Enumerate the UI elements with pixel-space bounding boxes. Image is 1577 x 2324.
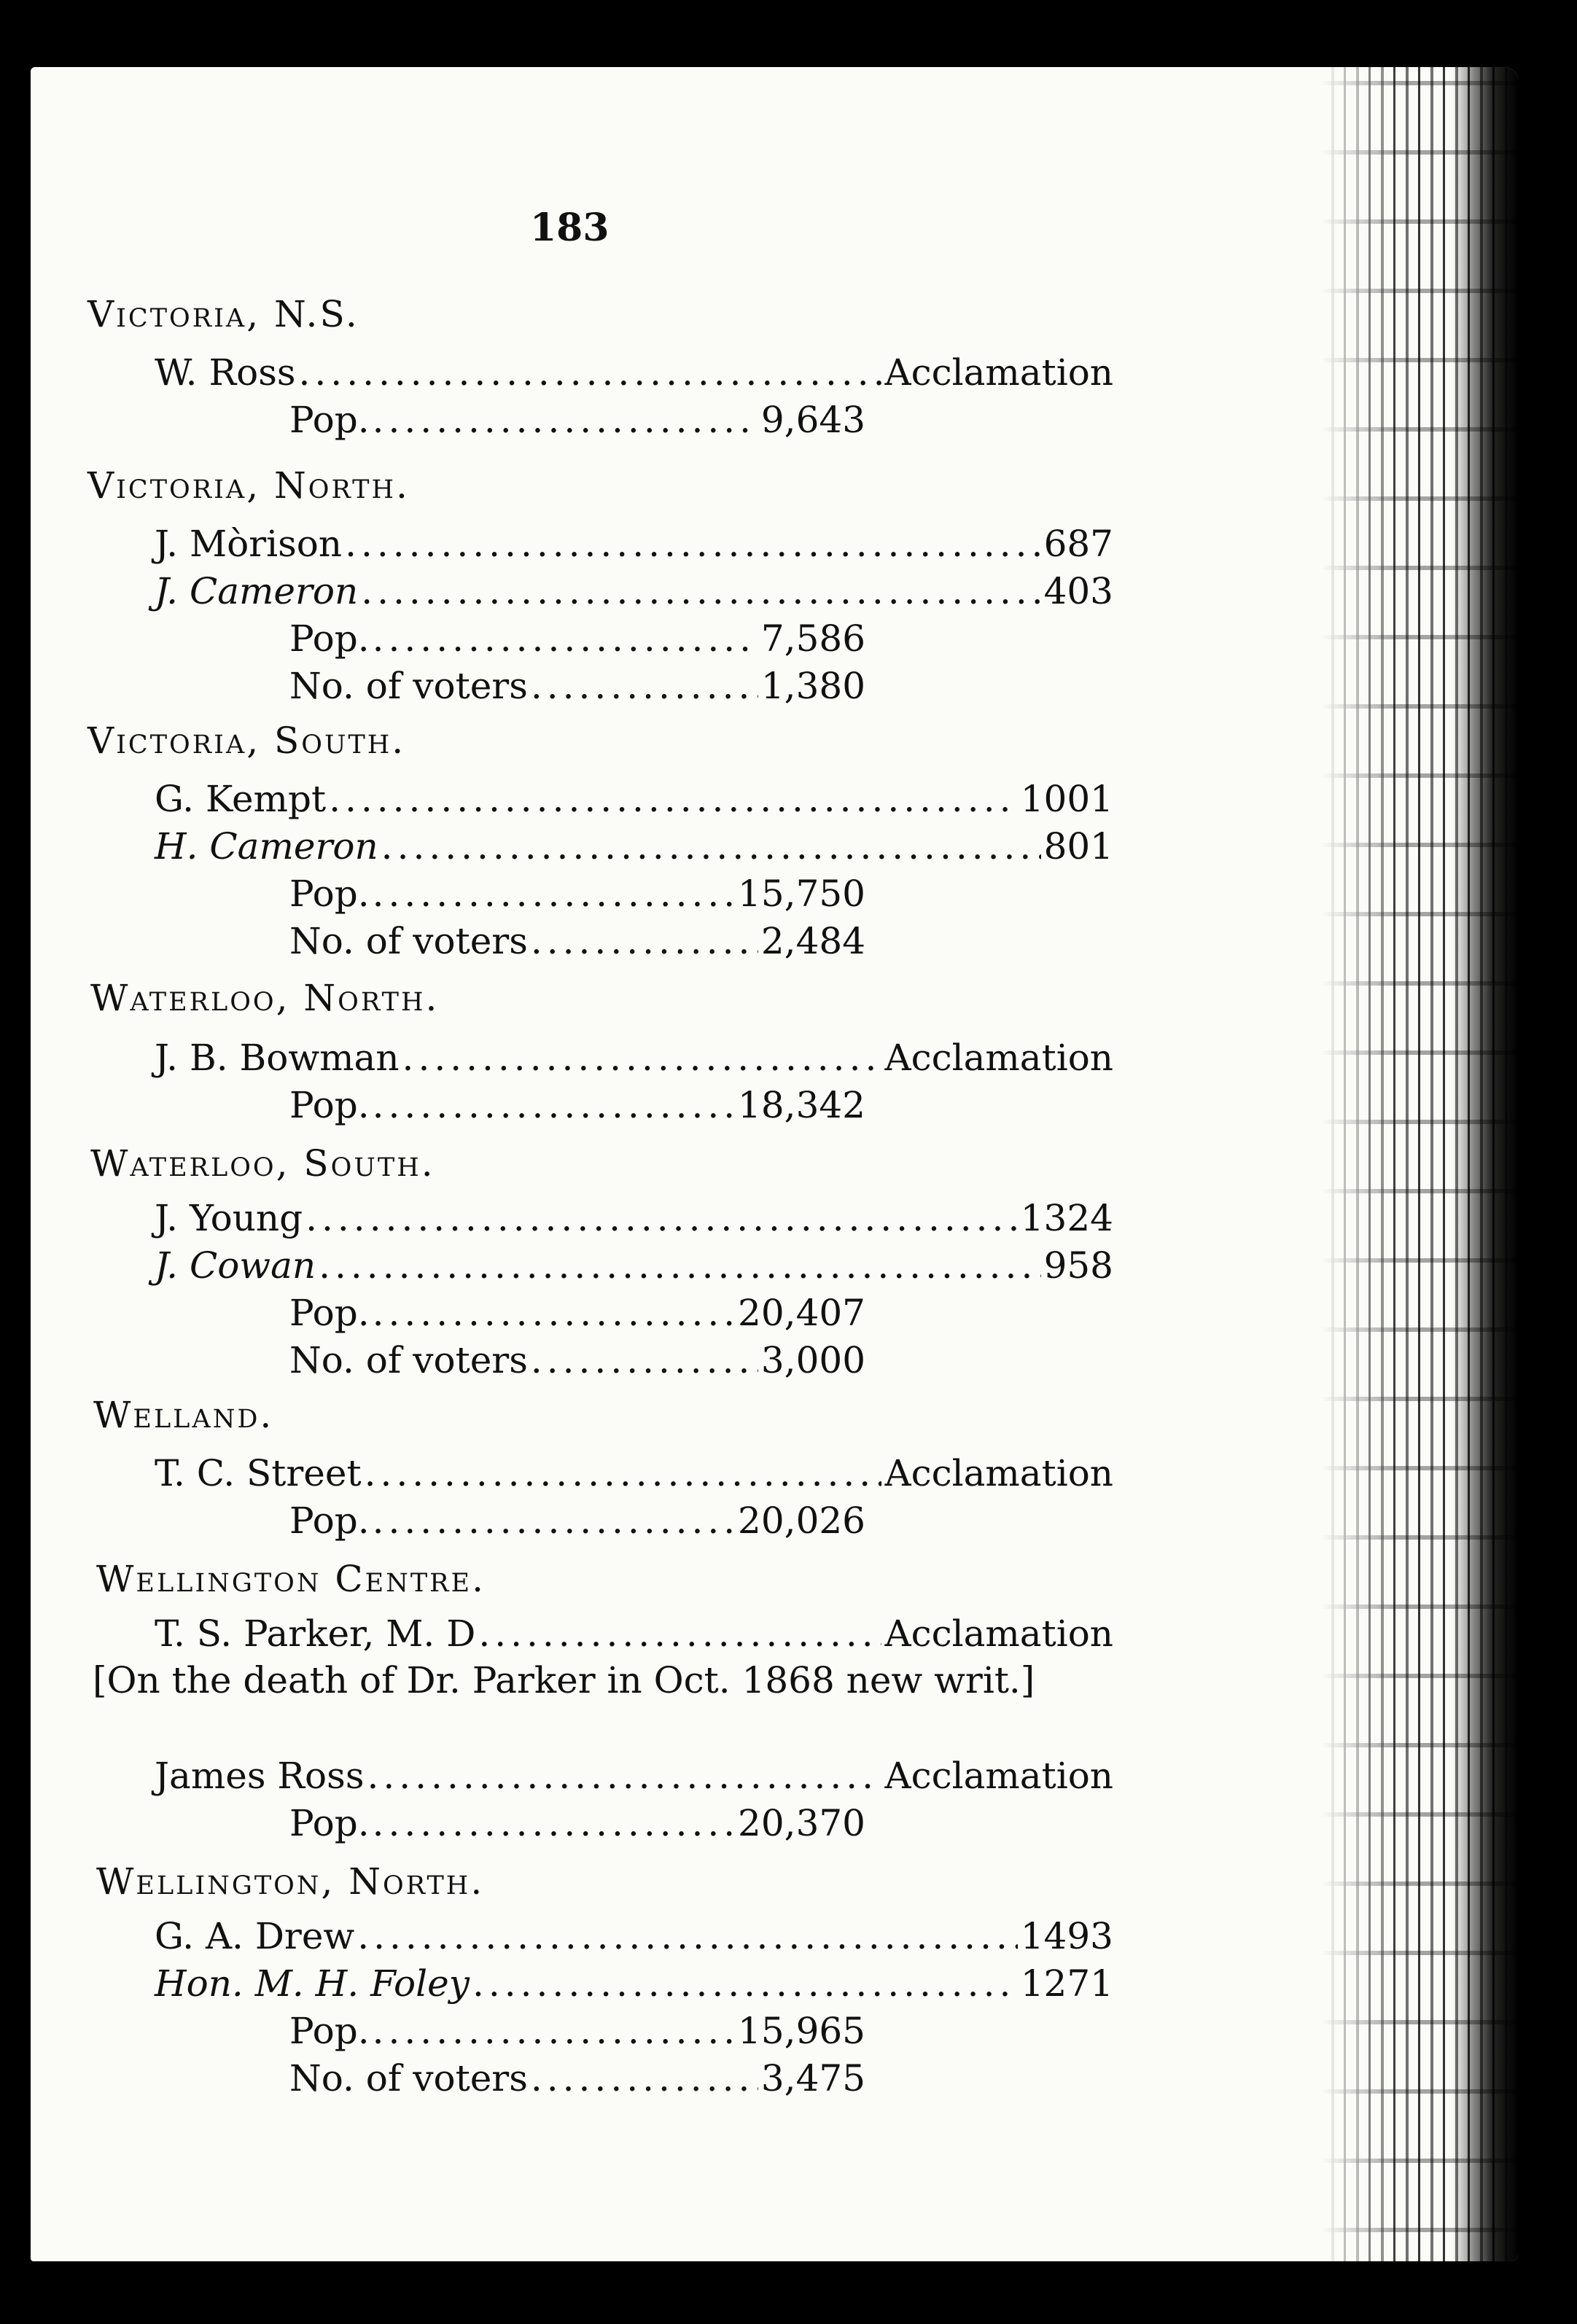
candidate-result: Acclamation (884, 1452, 1113, 1494)
voters-label: No. of voters (289, 665, 528, 707)
candidate-result: Acclamation (884, 1755, 1113, 1797)
candidate-line (155, 1037, 1113, 1079)
candidate-name: J. Mòrison (155, 523, 343, 565)
candidate-name: J. B. Bowman (155, 1037, 400, 1079)
dot-leader (531, 920, 758, 962)
riding-heading: Victoria, North. (87, 464, 410, 507)
dot-leader (478, 1613, 881, 1655)
dot-leader (373, 1802, 735, 1844)
pop-label: Pop. (289, 1084, 370, 1126)
candidate-line (155, 1244, 1113, 1287)
candidate-line (155, 1197, 1113, 1239)
candidate-line (155, 523, 1113, 565)
pop-value: 15,965 (738, 2010, 865, 2052)
pop-value: 9,643 (760, 399, 865, 441)
pop-label: Pop. (289, 2010, 370, 2052)
riding-heading: Wellington Centre. (96, 1558, 486, 1600)
candidate-result: 403 (1043, 570, 1113, 612)
candidate-name: J. Cowan (155, 1244, 316, 1287)
dot-leader (373, 873, 735, 915)
pop-value: 7,586 (760, 617, 865, 660)
candidate-result: 958 (1043, 1244, 1113, 1287)
pop-value: 15,750 (738, 873, 865, 915)
riding-heading: Victoria, South. (87, 720, 406, 762)
candidate-line (155, 1613, 1113, 1655)
candidate-result: 1324 (1020, 1197, 1113, 1239)
dot-leader (531, 665, 758, 707)
population-line (289, 1084, 865, 1126)
population-line (289, 873, 865, 915)
voters-value: 3,000 (760, 1339, 865, 1381)
population-line (289, 399, 865, 441)
pop-value: 20,370 (738, 1802, 865, 1844)
population-line (289, 2010, 865, 2052)
candidate-line (155, 778, 1113, 820)
voters-label: No. of voters (289, 920, 528, 962)
dot-leader (319, 1244, 1040, 1287)
dot-leader (373, 399, 758, 441)
population-line (289, 617, 865, 660)
population-line (289, 1292, 865, 1334)
page-edge-shadow (1452, 67, 1518, 2261)
dot-leader (531, 2057, 758, 2099)
candidate-result: 1271 (1020, 1962, 1113, 2005)
candidate-name: H. Cameron (155, 825, 378, 867)
dot-leader (373, 1084, 735, 1126)
voters-line (289, 920, 865, 962)
candidate-name: James Ross (155, 1755, 365, 1797)
voters-line (289, 1339, 865, 1381)
dot-leader (299, 351, 882, 394)
pop-label: Pop. (289, 617, 370, 660)
riding-heading: Victoria, N.S. (87, 293, 359, 335)
voters-line (289, 665, 865, 707)
candidate-result: Acclamation (884, 1613, 1113, 1655)
candidate-result: 801 (1043, 825, 1113, 867)
riding-heading: Wellington, North. (96, 1860, 485, 1903)
candidate-result: 1001 (1020, 778, 1113, 820)
voters-value: 2,484 (760, 920, 865, 962)
riding-heading: Waterloo, North. (90, 977, 440, 1019)
pop-value: 20,407 (738, 1292, 865, 1334)
pop-label: Pop. (289, 1802, 370, 1844)
book-page (31, 67, 1518, 2261)
pop-value: 18,342 (738, 1084, 865, 1126)
dot-leader (329, 778, 1018, 820)
riding-heading: Waterloo, South. (90, 1142, 435, 1185)
candidate-result: 1493 (1020, 1915, 1113, 1957)
pop-label: Pop. (289, 873, 370, 915)
candidate-line (155, 351, 1113, 394)
candidate-name: W. Ross (155, 351, 296, 394)
candidate-line (155, 1755, 1113, 1797)
dot-leader (361, 570, 1040, 612)
voters-value: 1,380 (760, 665, 865, 707)
page-number: 183 (530, 206, 610, 250)
dot-leader (381, 825, 1041, 867)
candidate-line (155, 1915, 1113, 1957)
candidate-result: 687 (1043, 523, 1113, 565)
candidate-result: Acclamation (884, 351, 1113, 394)
dot-leader (345, 523, 1040, 565)
dot-leader (373, 1292, 735, 1334)
candidate-name: T. C. Street (155, 1452, 362, 1494)
population-line (289, 1500, 865, 1542)
candidate-line (155, 1452, 1113, 1494)
pop-value: 20,026 (738, 1500, 865, 1542)
candidate-line (155, 570, 1113, 612)
voters-line (289, 2057, 865, 2099)
voters-label: No. of voters (289, 2057, 528, 2099)
candidate-name: T. S. Parker, M. D (155, 1613, 476, 1655)
candidate-name: J. Cameron (155, 570, 359, 612)
voters-label: No. of voters (289, 1339, 528, 1381)
dot-leader (472, 1962, 1018, 2005)
candidate-name: Hon. M. H. Foley (155, 1962, 470, 2005)
pop-label: Pop. (289, 399, 370, 441)
dot-leader (357, 1915, 1018, 1957)
candidate-name: G. A. Drew (155, 1915, 355, 1957)
dot-leader (373, 1500, 735, 1542)
voters-value: 3,475 (760, 2057, 865, 2099)
dot-leader (373, 2010, 735, 2052)
dot-leader (365, 1452, 882, 1494)
dot-leader (305, 1197, 1018, 1239)
dot-leader (367, 1755, 881, 1797)
candidate-name: J. Young (155, 1197, 303, 1239)
dot-leader (402, 1037, 882, 1079)
dot-leader (531, 1339, 758, 1381)
population-line (289, 1802, 865, 1844)
candidate-line (155, 825, 1113, 867)
riding-heading: Welland. (93, 1394, 274, 1436)
candidate-line (155, 1962, 1113, 2005)
candidate-name: G. Kempt (155, 778, 327, 820)
page-text (31, 67, 1197, 2261)
pop-label: Pop. (289, 1500, 370, 1542)
candidate-result: Acclamation (884, 1037, 1113, 1079)
footnote: [On the death of Dr. Parker in Oct. 1868 new writ.] (93, 1659, 1035, 1701)
dot-leader (373, 617, 758, 660)
pop-label: Pop. (289, 1292, 370, 1334)
